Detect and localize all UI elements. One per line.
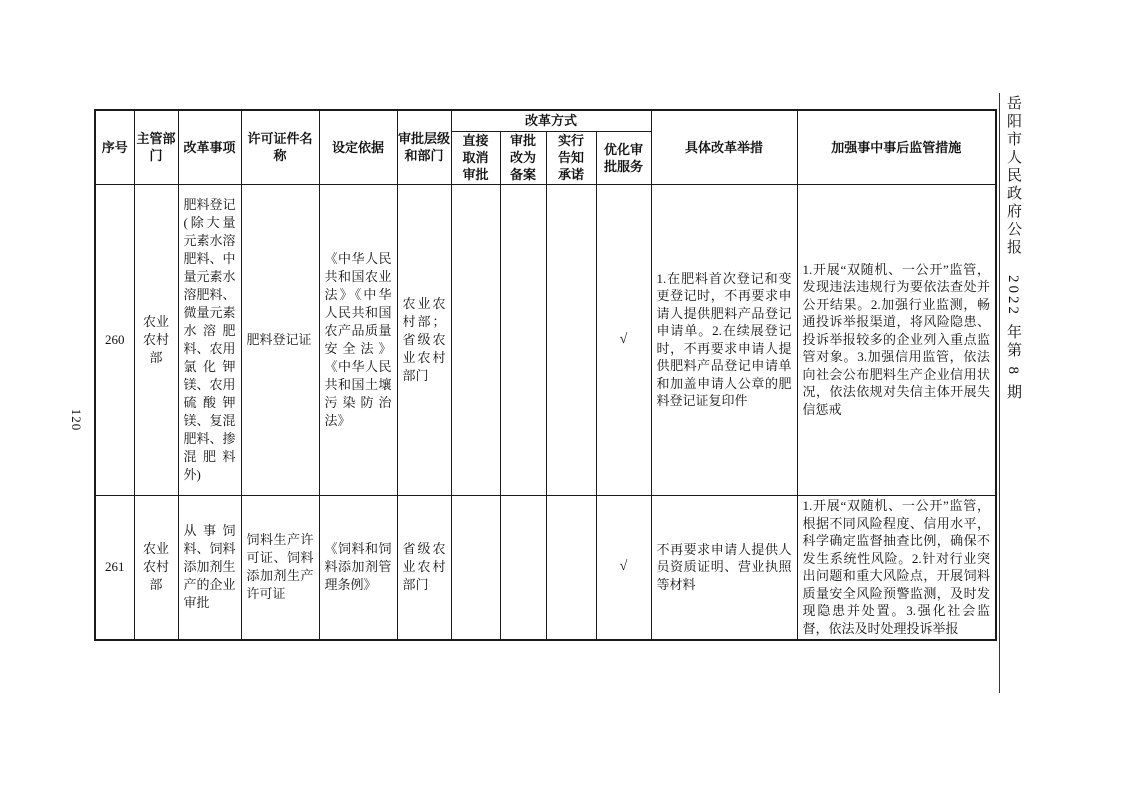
header-license-name: 许可证件名称 — [241, 110, 319, 184]
sidebar-divider-line — [999, 93, 1000, 693]
row261-supervision: 1.开展“双随机、一公开”监管，根据不同风险程度、信用水平，科学确定监督抽查比例，确保不发生系统性风险。2.针对行业突出问题和重大风险点，开展饲料质量安全风险预警监测，及时发现隐患并处置。3.强化社会监督，依法及时处理投诉举报 — [802, 498, 991, 636]
row261-to-record-cell — [501, 496, 546, 639]
header-row-top — [95, 110, 996, 131]
header-dept: 主管部门 — [134, 110, 178, 184]
row260-reform-item: 肥料登记(除大量元素水溶肥料、中量元素水溶肥料、微量元素水溶肥料、农用氯化钾镁、农用硫酸钾镁、复混肥料、掺混肥料外) — [183, 196, 236, 482]
header-reform-item: 改革事项 — [178, 110, 241, 184]
table-row — [95, 495, 996, 640]
row261-dept: 农业农村部 — [142, 541, 169, 592]
row260-dept: 农业农村部 — [142, 313, 169, 365]
header-approval-level: 审批层级和部门 — [397, 110, 451, 184]
row261-approval-level: 省级农业农村部门 — [402, 541, 446, 592]
header-cancel: 直接取消审批 — [451, 131, 500, 184]
row261-optimize-checkmark: √ — [619, 559, 628, 574]
header-measures: 具体改革举措 — [651, 110, 797, 184]
row261-notify-commit-cell — [547, 496, 596, 639]
row260-cancel-cell — [452, 185, 500, 495]
table-row — [95, 184, 996, 495]
row261-cancel-cell — [452, 496, 500, 639]
row261-reform-item: 从事饲料、饲料添加剂生产的企业审批 — [183, 523, 236, 610]
reform-items-table — [94, 109, 997, 641]
header-seq: 序号 — [95, 110, 134, 184]
row261-seq: 261 — [105, 559, 125, 574]
page-number: 120 — [69, 408, 84, 432]
row260-measures: 1.在肥料首次登记和变更登记时，不再要求申请人提供肥料产品登记申请单。2.在续展登记时，不再要求申请人提供肥料产品登记申请单和加盖申请人公章的肥料登记证复印件 — [656, 270, 792, 408]
row261-license-name: 饲料生产许可证、饲料添加剂生产许可证 — [246, 532, 314, 601]
row260-approval-level: 农业农村部；省级农业农村部门 — [402, 295, 446, 383]
row261-basis: 《饲料和饲料添加剂管理条例》 — [324, 541, 392, 592]
header-supervision: 加强事中事后监管措施 — [797, 110, 996, 184]
header-basis: 设定依据 — [319, 110, 397, 184]
header-notify-commit: 实行告知承诺 — [546, 131, 596, 184]
row260-basis: 《中华人民共和国农业法》《中华人民共和国农产品质量安全法》《中华人民共和国土壤污染防治法》 — [324, 250, 392, 428]
header-reform-mode: 改革方式 — [451, 110, 651, 131]
row260-optimize-checkmark: √ — [619, 331, 628, 347]
row260-to-record-cell — [501, 185, 546, 495]
row260-license-name: 肥料登记证 — [246, 331, 312, 347]
header-to-record: 审批改为备案 — [500, 131, 546, 184]
gazette-title-vertical: 岳阳市人民政府公报 2022 年第 8 期 — [1005, 95, 1021, 402]
row261-measures: 不再要求申请人提供人员资质证明、营业执照等材料 — [656, 541, 792, 592]
row260-notify-commit-cell — [547, 185, 596, 495]
row260-supervision: 1.开展“双随机、一公开”监管，发现违法违规行为要依法查处并公开结果。2.加强行业监测，畅通投诉举报渠道，将风险隐患、投诉举报较多的企业列入重点监管对象。3.加强信用监管，依法向社会公布肥料生产企业信用状况，依法依规对失信主体开展失信惩戒 — [802, 261, 991, 417]
row260-seq: 260 — [105, 331, 125, 347]
header-optimize: 优化审批服务 — [596, 131, 651, 184]
